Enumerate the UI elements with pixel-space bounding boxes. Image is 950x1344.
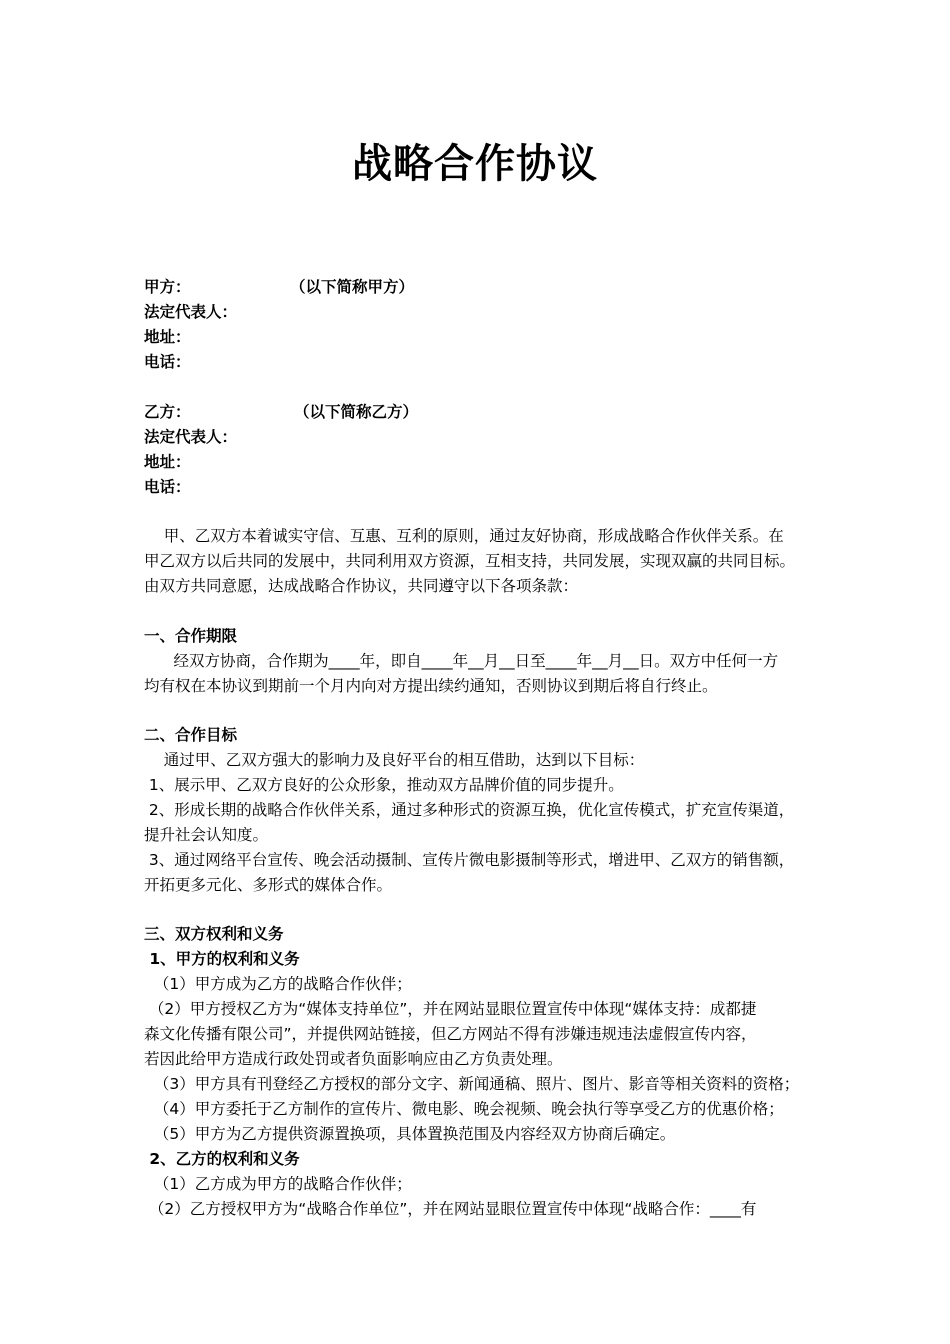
section-2-line: 提升社会认知度。 <box>144 826 269 844</box>
section-2-line: 2、形成长期的战略合作伙伴关系，通过多种形式的资源互换，优化宣传模式，扩充宣传渠道， <box>144 801 795 819</box>
section-2-line: 通过甲、乙双方强大的影响力及良好平台的相互借助，达到以下目标： <box>144 751 645 769</box>
section-3-sub1-line: （5）甲方为乙方提供资源置换项，具体置换范围及内容经双方协商后确定。 <box>144 1125 676 1143</box>
section-1-heading: 一、合作期限 <box>144 627 238 645</box>
section-3-heading: 三、双方权利和义务 <box>144 925 284 943</box>
intro-line: 甲乙双方以后共同的发展中，共同利用双方资源，互相支持，共同发展，实现双赢的共同目标。 <box>144 552 796 570</box>
section-3-sub1-line: （4）甲方委托于乙方制作的宣传片、微电影、晚会视频、晚会执行等享受乙方的优惠价格； <box>144 1100 784 1118</box>
section-3-sub2-heading: 2、乙方的权利和义务 <box>144 1150 300 1168</box>
section-3-sub1-line: 森文化传播有限公司”，并提供网站链接，但乙方网站不得有涉嫌违规违法虚假宣传内容， <box>144 1025 757 1043</box>
section-2-line: 开拓更多元化、多形式的媒体合作。 <box>144 876 393 894</box>
party-b-name-label: 乙方： <box>144 403 191 421</box>
section-3-sub1-line: （2）甲方授权乙方为“媒体支持单位”，并在网站显眼位置宣传中体现“媒体支持：成都捷 <box>144 1000 757 1018</box>
party-a-alias: （以下简称甲方） <box>290 278 415 296</box>
party-b-phone-label: 电话： <box>144 478 191 496</box>
party-a-phone-label: 电话： <box>144 353 191 371</box>
party-a-rep-label: 法定代表人： <box>144 303 238 321</box>
section-3-sub1-line: （3）甲方具有刊登经乙方授权的部分文字、新闻通稿、照片、图片、影音等相关资料的资格； <box>144 1075 800 1093</box>
party-b-alias: （以下简称乙方） <box>294 403 419 421</box>
section-3-sub1-line: 若因此给甲方造成行政处罚或者负面影响应由乙方负责处理。 <box>144 1050 563 1068</box>
section-3-sub2-line: （1）乙方成为甲方的战略合作伙伴； <box>144 1175 412 1193</box>
party-a-address-label: 地址： <box>144 328 191 346</box>
section-1-line: 均有权在本协议到期前一个月内向对方提出续约通知，否则协议到期后将自行终止。 <box>144 677 718 695</box>
section-1-line: 经双方协商，合作期为____年，即自____年__月__日至____年__月__日。双方中任何一方 <box>144 652 779 670</box>
party-b-name-row <box>144 400 419 424</box>
party-a-name-label: 甲方： <box>144 278 191 296</box>
party-b-rep-label: 法定代表人： <box>144 428 238 446</box>
intro-line: 由双方共同意愿，达成战略合作协议，共同遵守以下各项条款： <box>144 577 579 595</box>
section-3-sub1-line: （1）甲方成为乙方的战略合作伙伴； <box>144 975 412 993</box>
section-2-heading: 二、合作目标 <box>144 726 238 744</box>
intro-line: 甲、乙双方本着诚实守信、互惠、互利的原则，通过友好协商，形成战略合作伙伴关系。在 <box>144 527 784 545</box>
section-2-line: 1、展示甲、乙双方良好的公众形象，推动双方品牌价值的同步提升。 <box>144 776 624 794</box>
section-2-line: 3、通过网络平台宣传、晚会活动摄制、宣传片微电影摄制等形式，增进甲、乙双方的销售额， <box>144 851 795 869</box>
section-3-sub2-line: （2）乙方授权甲方为“战略合作单位”，并在网站显眼位置宣传中体现“战略合作：____有 <box>144 1200 757 1218</box>
party-a-name-row <box>144 275 415 299</box>
section-3-sub1-heading: 1、甲方的权利和义务 <box>144 950 300 968</box>
document-title: 战略合作协议 <box>352 141 598 187</box>
party-b-address-label: 地址： <box>144 453 191 471</box>
